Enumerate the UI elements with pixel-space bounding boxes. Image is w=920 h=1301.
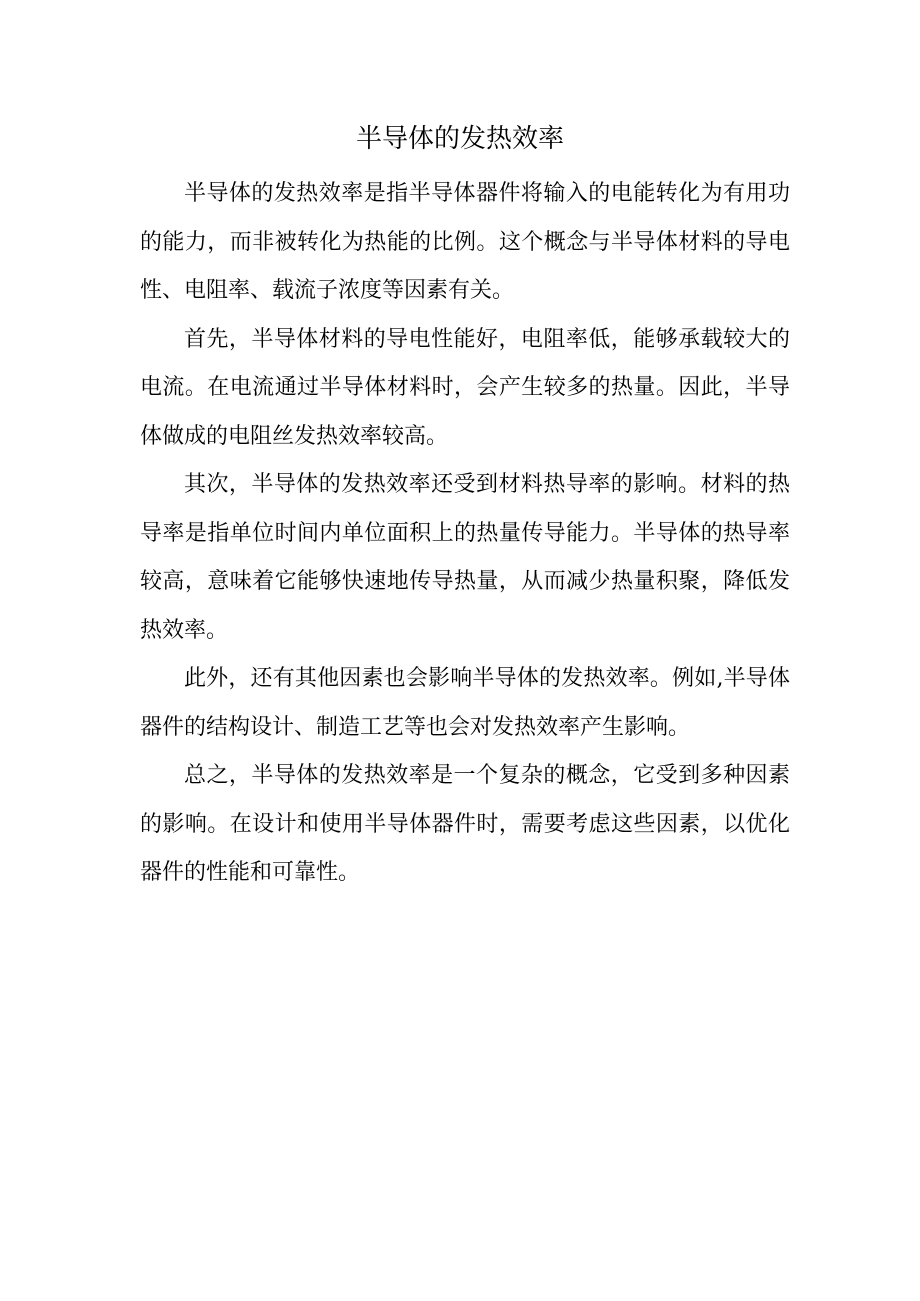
document-title: 半导体的发热效率 (355, 124, 564, 154)
paragraph-5: 总之，半导体的发热效率是一个复杂的概念，它受到多种因素的影响。在设计和使用半导体器件时，需要考虑这些因素，以优化器件的性能和可靠性。 (140, 763, 790, 885)
paragraph-1: 半导体的发热效率是指半导体器件将输入的电能转化为有用功的能力，而非被转化为热能的比例。这个概念与半导体材料的导电性、电阻率、载流子浓度等因素有关。 (140, 181, 790, 303)
document-body (140, 170, 790, 898)
paragraph-3: 其次，半导体的发热效率还受到材料热导率的影响。材料的热导率是指单位时间内单位面积上的热量传导能力。半导体的热导率较高，意味着它能够快速地传导热量，从而减少热量积聚，降低发热效率。 (140, 472, 790, 643)
paragraph-4: 此外，还有其他因素也会影响半导体的发热效率。例如,半导体器件的结构设计、制造工艺等也会对发热效率产生影响。 (140, 666, 790, 740)
paragraph-2: 首先，半导体材料的导电性能好，电阻率低，能够承载较大的电流。在电流通过半导体材料时，会产生较多的热量。因此，半导体做成的电阻丝发热效率较高。 (140, 326, 790, 449)
